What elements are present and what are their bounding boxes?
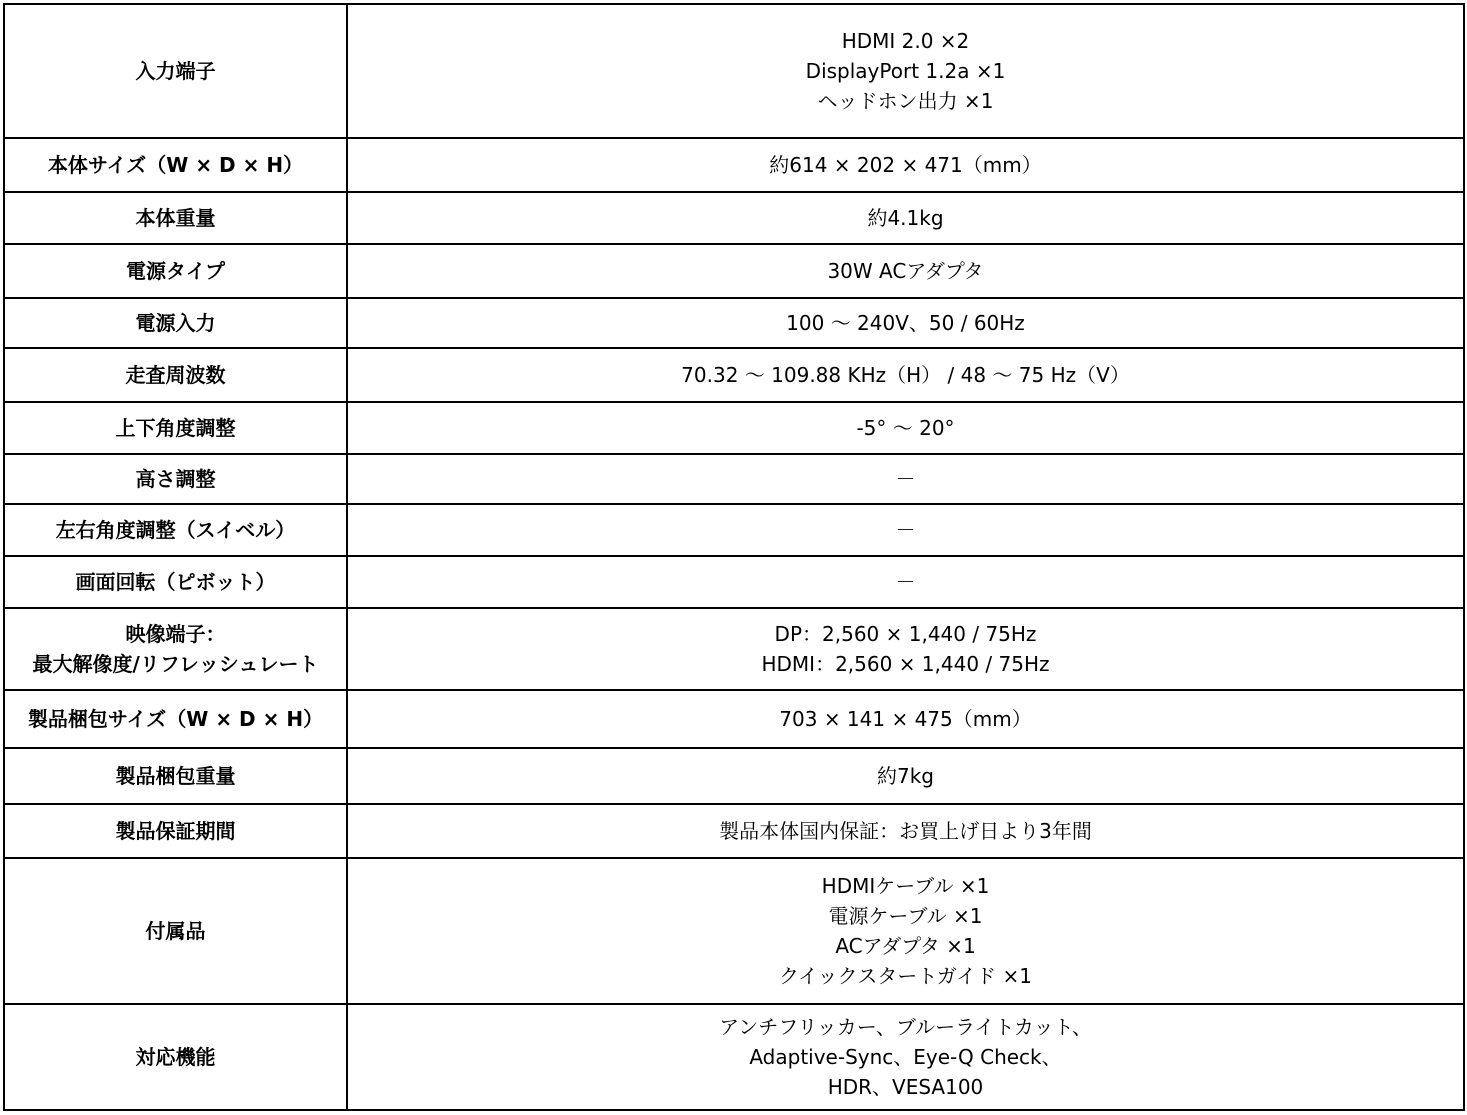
value-line: ACアダプタ ×1 <box>835 934 976 958</box>
label-line: 走査周波数 <box>125 363 226 387</box>
table-row <box>4 192 1464 244</box>
row-label <box>4 244 347 298</box>
value-line: 約7kg <box>876 764 934 788</box>
table-row <box>4 402 1464 454</box>
value-line: HDR、VESA100 <box>827 1075 984 1099</box>
label-line: 左右角度調整（スイベル） <box>55 518 296 542</box>
value-line: 約614 × 202 × 471（mm） <box>769 153 1042 177</box>
row-value <box>347 690 1464 748</box>
row-value <box>347 1004 1464 1110</box>
value-line: クイックスタートガイド ×1 <box>778 964 1033 988</box>
row-label <box>4 454 347 504</box>
table-row <box>4 858 1464 1004</box>
row-value <box>347 348 1464 402</box>
value-line: DisplayPort 1.2a ×1 <box>805 59 1006 83</box>
row-value <box>347 504 1464 556</box>
table-row <box>4 1004 1464 1110</box>
label-line: 製品保証期間 <box>115 819 236 843</box>
table-row <box>4 244 1464 298</box>
row-value <box>347 608 1464 690</box>
label-line: 製品梱包重量 <box>115 764 236 788</box>
value-line: Adaptive-Sync、Eye-Q Check、 <box>749 1045 1062 1069</box>
row-label <box>4 348 347 402</box>
row-value <box>347 192 1464 244</box>
label-line: 対応機能 <box>135 1045 216 1069</box>
value-line: － <box>895 570 916 594</box>
value-line: 電源ケーブル ×1 <box>828 904 983 928</box>
label-line: 映像端子： <box>125 622 226 646</box>
row-label <box>4 138 347 192</box>
value-line: アンチフリッカー、ブルーライトカット、 <box>719 1015 1092 1039</box>
label-line: 上下角度調整 <box>115 416 236 440</box>
table-row <box>4 138 1464 192</box>
label-line: 最大解像度/リフレッシュレート <box>32 652 319 676</box>
row-value <box>347 244 1464 298</box>
row-value <box>347 858 1464 1004</box>
table-row <box>4 690 1464 748</box>
table-row <box>4 504 1464 556</box>
value-line: － <box>895 518 916 542</box>
label-line: 画面回転（ピボット） <box>75 570 276 594</box>
value-line: HDMI：2,560 × 1,440 / 75Hz <box>761 652 1050 676</box>
table-row <box>4 608 1464 690</box>
value-line: － <box>895 467 916 491</box>
label-line: 付属品 <box>145 919 206 943</box>
value-line: 30W ACアダプタ <box>827 259 984 283</box>
label-line: 本体重量 <box>135 206 216 230</box>
row-value <box>347 454 1464 504</box>
table-row <box>4 804 1464 858</box>
table-row <box>4 556 1464 608</box>
value-line: 703 × 141 × 475（mm） <box>779 707 1032 731</box>
label-line: 入力端子 <box>135 59 216 83</box>
value-line: DP：2,560 × 1,440 / 75Hz <box>774 622 1037 646</box>
row-label <box>4 748 347 804</box>
row-label <box>4 556 347 608</box>
row-value <box>347 402 1464 454</box>
row-value <box>347 298 1464 348</box>
table-row <box>4 4 1464 138</box>
row-label <box>4 858 347 1004</box>
row-label <box>4 192 347 244</box>
value-line: 70.32 ～ 109.88 KHz（H） / 48 ～ 75 Hz（V） <box>681 363 1130 387</box>
value-line: ヘッドホン出力 ×1 <box>817 89 994 113</box>
row-label <box>4 690 347 748</box>
spec-table <box>3 3 1465 1111</box>
label-line: 電源入力 <box>135 311 216 335</box>
value-line: 100 ～ 240V、50 / 60Hz <box>786 311 1025 335</box>
value-line: HDMIケーブル ×1 <box>821 874 990 898</box>
row-value <box>347 804 1464 858</box>
table-row <box>4 748 1464 804</box>
value-line: HDMI 2.0 ×2 <box>841 29 970 53</box>
value-line: -5° ～ 20° <box>856 416 955 440</box>
label-line: 本体サイズ（W × D × H） <box>47 153 304 177</box>
row-label <box>4 298 347 348</box>
row-label <box>4 804 347 858</box>
row-value <box>347 748 1464 804</box>
row-label <box>4 504 347 556</box>
row-value <box>347 4 1464 138</box>
label-line: 高さ調整 <box>135 467 216 491</box>
row-label <box>4 402 347 454</box>
row-label <box>4 608 347 690</box>
label-line: 製品梱包サイズ（W × D × H） <box>27 707 324 731</box>
label-line: 電源タイプ <box>126 259 225 283</box>
row-label <box>4 1004 347 1110</box>
row-value <box>347 556 1464 608</box>
row-label <box>4 4 347 138</box>
table-row <box>4 298 1464 348</box>
value-line: 約4.1kg <box>867 206 944 230</box>
table-row <box>4 454 1464 504</box>
row-value <box>347 138 1464 192</box>
value-line: 製品本体国内保証：お買上げ日より3年間 <box>719 819 1092 843</box>
table-row <box>4 348 1464 402</box>
